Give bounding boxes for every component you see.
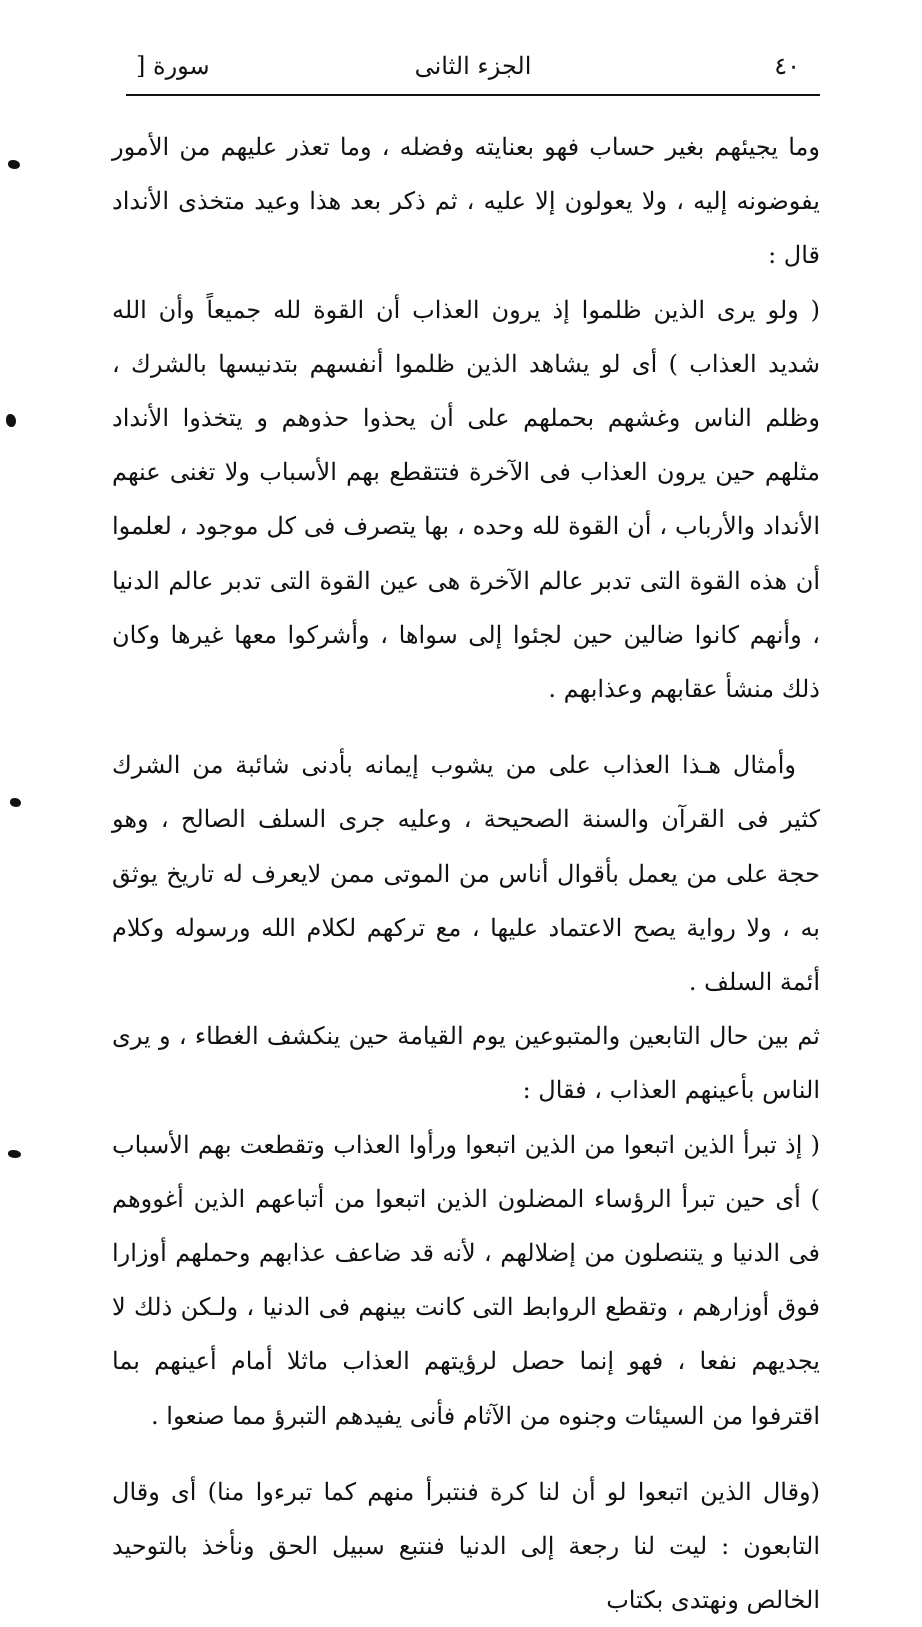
scan-mark	[10, 798, 21, 807]
paragraph: ثم بين حال التابعين والمتبوعين يوم القيامة حين ينكشف الغطاء ، و يرى الناس بأعينهم العذاب ، فقال :	[112, 1022, 820, 1105]
paragraph: ( إذ تبرأ الذين اتبعوا من الذين اتبعوا ورأوا العذاب وتقطعت بهم الأسباب ) أى حين تبرأ الرؤساء المضلون الذين اتبعوا من أتباعهم الذين أغووهم فى الدنيا و يتنصلون من إضلالهم ، لأنه قد ضاعف عذابهم وحملهم أوزارا فوق أوزارهم ، وتقطع الروابط التى كانت بينهم فى الدنيا ، ولـكن ذلك لا يجديهم نفعا ، فهو إنما حصل لرؤيتهم العذاب ماثلا أمام أعينهم بما اقترفوا من السيئات وجنوه من الآثام فأنى يفيدهم التبرؤ مما صنعوا .	[112, 1130, 820, 1430]
paragraph: (وقال الذين اتبعوا لو أن لنا كرة فنتبرأ منهم كما تبرءوا منا) أى وقال التابعون : ليت لنا رجعة إلى الدنيا فنتبع سبيل الحق ونأخذ بالتوحيد الخالص ونهتدى بكتاب	[112, 1477, 821, 1615]
part-title: الجزء الثانى	[414, 52, 532, 80]
scan-mark	[8, 1150, 21, 1158]
surah-label: سورة [	[136, 52, 210, 80]
page-number: ٤٠	[774, 52, 800, 80]
header-rule	[126, 94, 820, 96]
scan-mark	[8, 160, 20, 169]
scan-mark	[6, 414, 16, 427]
paragraph: ( ولو يرى الذين ظلموا إذ يرون العذاب أن القوة لله جميعاً وأن الله شديد العذاب ) أى لو يشاهد الذين ظلموا أنفسهم بتدنيسها بالشرك ، وظلم الناس وغشهم بحملهم على أن يحذوا حذوهم و يتخذوا الأنداد مثلهم حين يرون العذاب فى الآخرة فتتقطع بهم الأسباب ولا تغنى عنهم الأنداد والأرباب ، أن القوة لله وحده ، بها يتصرف فى كل موجود ، لعلموا أن هذه القوة التى تدبر عالم الآخرة هى عين القوة التى تدبر عالم الدنيا ، وأنهم كانوا ضالين حين لجئوا إلى سواها ، وأشركوا معها غيرها وكان ذلك منشأ عقابهم وعذابهم .	[112, 295, 821, 704]
paragraph: وأمثال هـذا العذاب على من يشوب إيمانه بأدنى شائبة من الشرك كثير فى القرآن والسنة الصحيحة ، وعليه جرى السلف الصالح ، وهو حجة على من يعمل بأقوال أناس من الموتى ممن لايعرف له تاريخ يوثق به ، ولا رواية يصح الاعتماد عليها ، مع تركهم لكلام الله ورسوله وكلام أئمة السلف .	[112, 751, 820, 997]
page-body	[112, 120, 820, 1627]
paragraph: وما يجيئهم بغير حساب فهو بعنايته وفضله ، وما تعذر عليهم من الأمور يفوضونه إليه ، ولا يعولون إلا عليه ، ثم ذكر بعد هذا وعيد متخذى الأنداد قال :	[112, 133, 820, 270]
page-header	[126, 48, 820, 92]
